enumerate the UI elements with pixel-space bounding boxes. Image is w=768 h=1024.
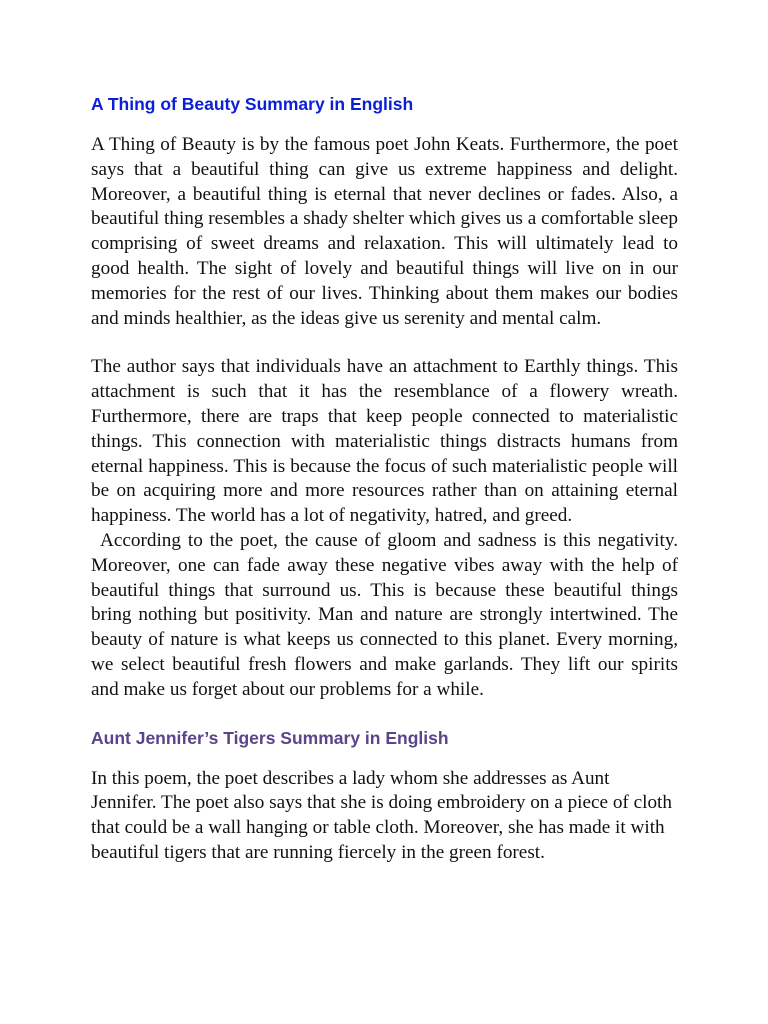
paragraph: A Thing of Beauty is by the famous poet John Keats. Furthermore, the poet says that a beautiful thing can give us extreme happiness and delight. Moreover, a beautiful thing is eternal that never declines or fades. Also, a beautiful thing resembles a shady shelter which gives us a comfortable sleep comprising of sweet dreams and relaxation. This will ultimately lead to good health. The sight of lovely and beautiful things will live on in our memories for the rest of our lives. Thinking about them makes our bodies and minds healthier, as the ideas give us serenity and mental calm.	[91, 134, 678, 329]
paragraph: According to the poet, the cause of gloom and sadness is this negativity. Moreover, one can fade away these negative vibes away with the help of beautiful things that surround us. This is because these beautiful things bring nothing but positivity. Man and nature are strongly intertwined. The beauty of nature is what keeps us connected to this planet. Every morning, we select beautiful fresh flowers and make garlands. They lift our spirits and make us forget about our problems for a while.	[91, 529, 678, 700]
section-heading-thing-of-beauty: A Thing of Beauty Summary in English	[91, 94, 414, 114]
paragraph: The author says that individuals have an attachment to Earthly things. This attachment is such that it has the resemblance of a flowery wreath. Furthermore, there are traps that keep people connected to materialistic things. This connection with materialistic things distracts humans from eternal happiness. This is because the focus of such materialistic people will be on acquiring more and more resources rather than on attaining eternal happiness. The world has a lot of negativity, hatred, and greed.	[91, 356, 678, 527]
document-page	[91, 90, 678, 866]
section-heading-aunt-jennifers-tigers: Aunt Jennifer’s Tigers Summary in English	[91, 727, 449, 748]
paragraph: In this poem, the poet describes a lady whom she addresses as Aunt Jennifer. The poet also says that she is doing embroidery on a piece of cloth that could be a wall hanging or table cloth. Moreover, she has made it with beautiful tigers that are running fiercely in the green forest.	[91, 767, 672, 863]
